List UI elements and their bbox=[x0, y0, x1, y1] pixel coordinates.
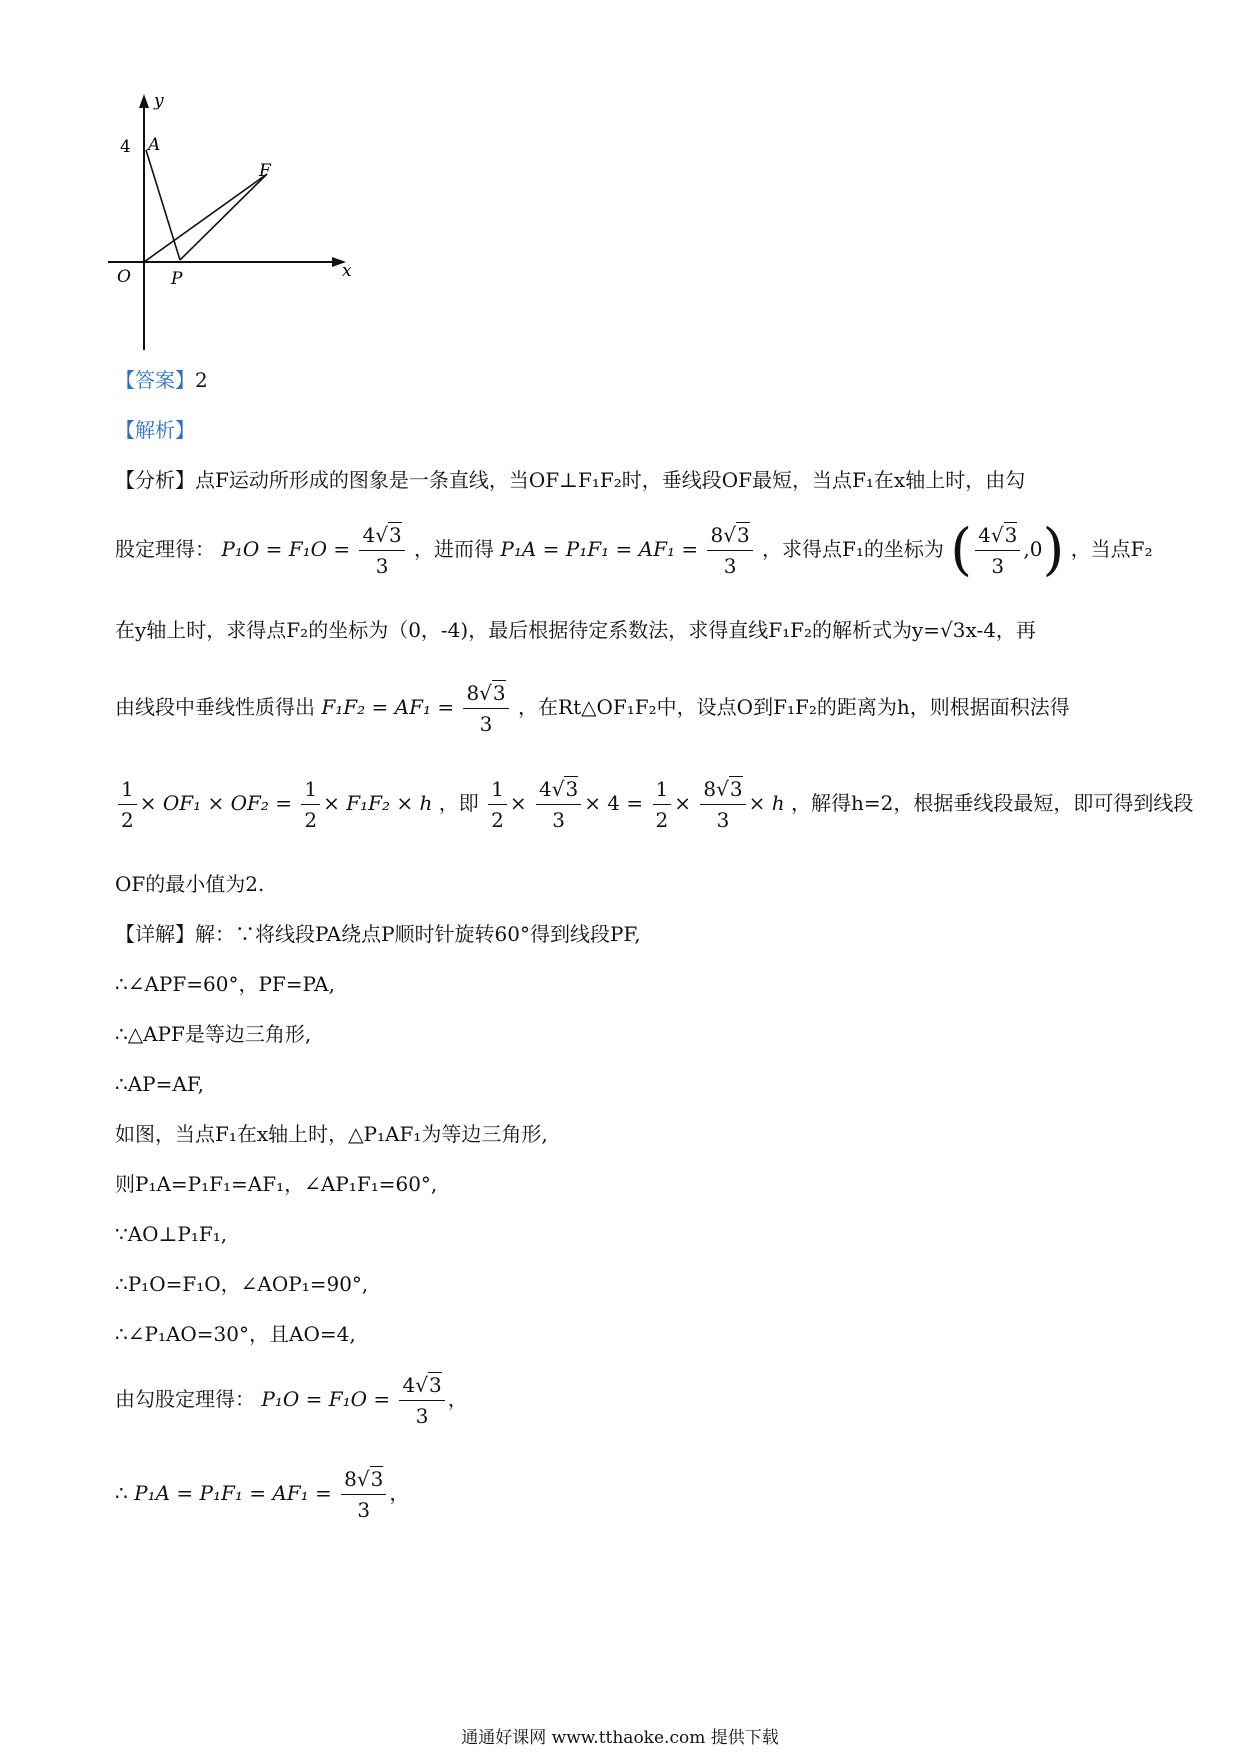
detail-line-3: ∴△APF是等边三角形, bbox=[115, 1022, 312, 1046]
analysis-text-6: OF的最小值为2. bbox=[115, 872, 265, 896]
coordinate-figure bbox=[108, 92, 408, 354]
analysis-text-5a: ，即 bbox=[438, 791, 479, 815]
frac-1-over-2-c: $\frac{1}{2}$ bbox=[488, 776, 507, 833]
frac-4sqrt3-over-3-d: $\frac{4√3}{3}$ bbox=[399, 1372, 444, 1429]
detail-tag: 【详解】 bbox=[115, 922, 195, 946]
tick-4: 4 bbox=[120, 137, 131, 157]
label-P: P bbox=[171, 269, 183, 289]
times-a: × bbox=[509, 791, 527, 815]
detail-line-8: ∴P₁O=F₁O，∠AOP₁=90°, bbox=[115, 1272, 369, 1296]
frac-4sqrt3-over-3-c: $\frac{4√3}{3}$ bbox=[536, 776, 581, 833]
detail-line-6: 则P₁A=P₁F₁=AF₁，∠AP₁F₁=60°, bbox=[115, 1172, 438, 1196]
left-paren: ( bbox=[950, 517, 973, 583]
analysis-text-5b: ，解得h=2，根据垂线段最短，即可得到线段 bbox=[790, 791, 1194, 815]
analysis-heading bbox=[115, 416, 195, 444]
coord-zero: ,0 bbox=[1023, 537, 1043, 561]
eq-p1a-chain-b: P₁A = P₁F₁ = AF₁ = bbox=[134, 1481, 332, 1505]
frac-8sqrt3-over-3-d: $\frac{8√3}{3}$ bbox=[341, 1466, 386, 1523]
frac-8sqrt3-over-3: $\frac{8√3}{3}$ bbox=[707, 522, 752, 579]
eq-p1o-f1o-b: P₁O = F₁O = bbox=[261, 1387, 391, 1411]
times-b: × bbox=[674, 791, 692, 815]
eq-f1f2-af1: F₁F₂ = AF₁ = bbox=[321, 695, 455, 719]
analysis-line-4 bbox=[115, 680, 1070, 737]
frac-1-over-2-b: $\frac{1}{2}$ bbox=[301, 776, 320, 833]
answer-value: 2 bbox=[195, 368, 208, 392]
detail-line-1 bbox=[115, 920, 641, 948]
analysis-text-2b: ，进而得 bbox=[414, 537, 495, 561]
analysis-line-3 bbox=[115, 616, 1036, 644]
answer-line bbox=[115, 366, 208, 394]
times-4: × 4 = bbox=[584, 791, 644, 815]
area-rhs: × F₁F₂ × h bbox=[323, 791, 433, 815]
label-O: O bbox=[117, 267, 131, 287]
detail-line-11: ∴ P₁A = P₁F₁ = AF₁ = $\frac{8√3}{3}$ ， bbox=[115, 1467, 410, 1522]
eq-p1a-chain: P₁A = P₁F₁ = AF₁ = bbox=[500, 537, 699, 561]
segment-OF bbox=[144, 174, 267, 262]
segment-PF bbox=[180, 174, 267, 260]
detail-line-9: ∴∠P₁AO=30°，且AO=4, bbox=[115, 1322, 356, 1346]
frac-8sqrt3-over-3-c: $\frac{8√3}{3}$ bbox=[700, 776, 745, 833]
analysis-text-4a: 由线段中垂线性质得出 bbox=[115, 695, 315, 719]
analysis-line-1 bbox=[115, 466, 1025, 494]
analysis-sub-tag: 【分析】 bbox=[115, 468, 195, 492]
answer-tag: 【答案】 bbox=[115, 368, 195, 392]
label-y: y bbox=[154, 92, 164, 111]
analysis-text-2d: ，当点F₂ bbox=[1070, 537, 1153, 561]
label-A: A bbox=[148, 135, 161, 155]
detail-line-7: ∵AO⊥P₁F₁, bbox=[115, 1222, 228, 1246]
y-axis-arrow-icon bbox=[139, 94, 149, 108]
label-x: x bbox=[342, 261, 352, 281]
label-F: F bbox=[259, 161, 271, 181]
detail-line-5: 如图，当点F₁在x轴上时，△P₁AF₁为等边三角形, bbox=[115, 1122, 548, 1146]
frac-8sqrt3-over-3-b: $\frac{8√3}{3}$ bbox=[463, 680, 508, 737]
area-lhs: × OF₁ × OF₂ = bbox=[139, 791, 293, 815]
frac-4sqrt3-over-3: $\frac{4√3}{3}$ bbox=[359, 522, 404, 579]
segment-AP bbox=[146, 150, 180, 260]
right-paren: ) bbox=[1042, 517, 1065, 583]
page-footer: 通通好课网 www.tthaoke.com 提供下载 bbox=[461, 1728, 779, 1748]
detail-line-2: ∴∠APF=60°，PF=PA, bbox=[115, 972, 335, 996]
analysis-text-3: 在y轴上时，求得点F₂的坐标为（0，-4)，最后根据待定系数法，求得直线F₁F₂的解析式为y=√3x-4，再 bbox=[115, 618, 1036, 642]
frac-1-over-2-d: $\frac{1}{2}$ bbox=[653, 776, 672, 833]
analysis-text-2c: ，求得点F₁的坐标为 bbox=[762, 537, 944, 561]
analysis-text-1: 点F运动所形成的图象是一条直线，当OF⊥F₁F₂时，垂线段OF最短，当点F₁在x轴上时，由勾 bbox=[195, 468, 1026, 492]
analysis-line-6 bbox=[115, 870, 264, 898]
eq-p1o-f1o: P₁O = F₁O = bbox=[221, 537, 351, 561]
detail-text-1: 解：∵将线段PA绕点P顺时针旋转60°得到线段PF, bbox=[195, 922, 641, 946]
detail-text-10: 由勾股定理得： bbox=[115, 1387, 255, 1411]
detail-line-4: ∴AP=AF, bbox=[115, 1072, 204, 1096]
times-h: × h bbox=[748, 791, 785, 815]
analysis-text-2a: 股定理得： bbox=[115, 537, 215, 561]
detail-line-10: 由勾股定理得： P₁O = F₁O = $\frac{4√3}{3}$ ， bbox=[115, 1373, 468, 1428]
frac-4sqrt3-over-3-coord: $\frac{4√3}{3}$ bbox=[975, 522, 1020, 579]
analysis-text-4b: ，在Rt△OF₁F₂中，设点O到F₁F₂的距离为h，则根据面积法得 bbox=[518, 695, 1070, 719]
analysis-line-5 bbox=[115, 776, 1193, 833]
analysis-line-2 bbox=[115, 517, 1153, 583]
analysis-tag: 【解析】 bbox=[115, 418, 195, 442]
frac-1-over-2-a: $\frac{1}{2}$ bbox=[118, 776, 137, 833]
